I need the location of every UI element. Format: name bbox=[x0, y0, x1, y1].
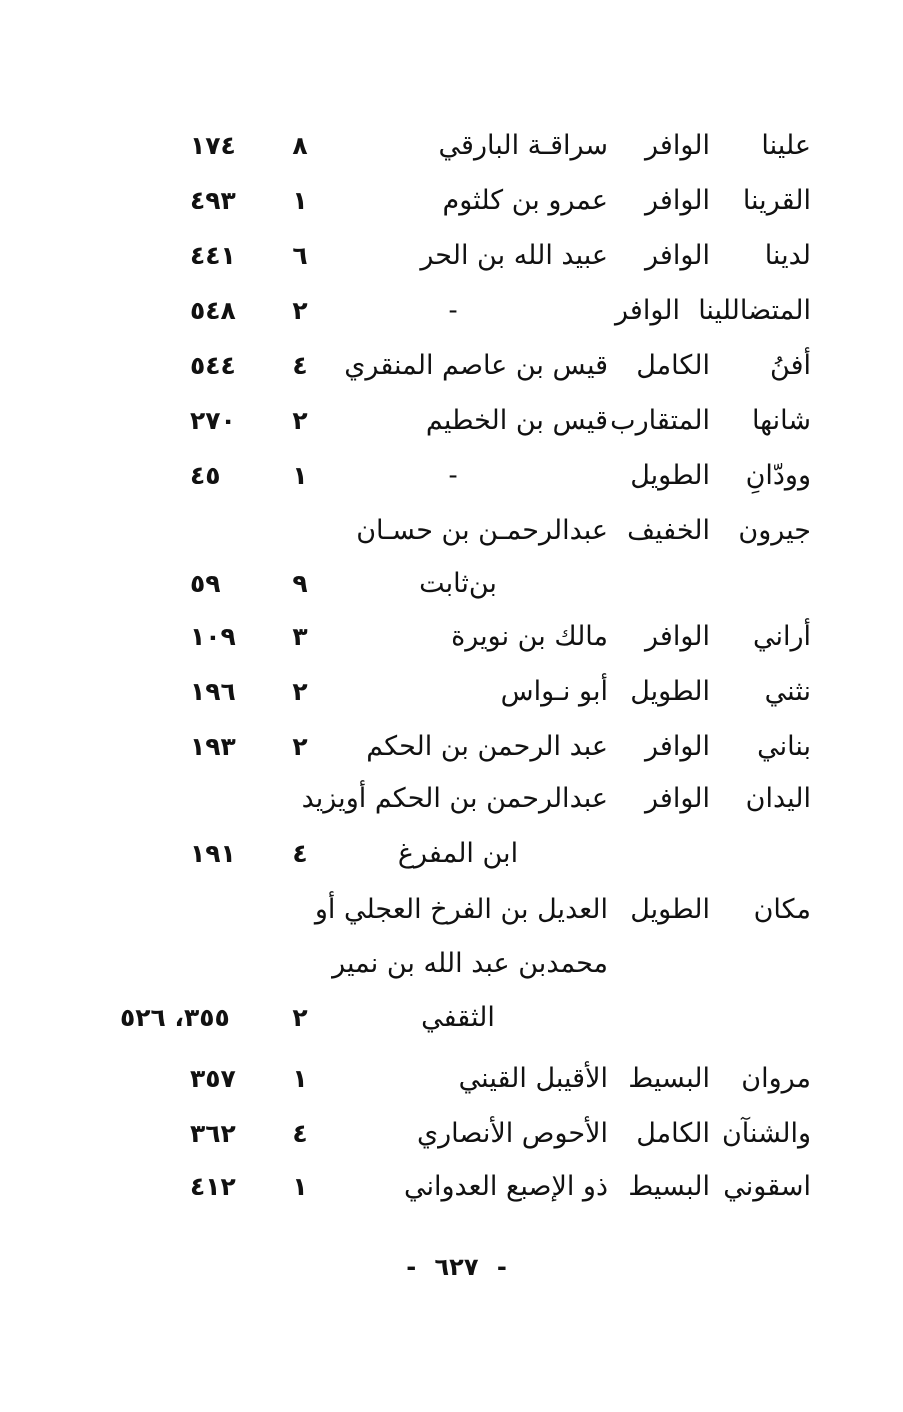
footer-page-number: ٦٢٧ bbox=[434, 1253, 479, 1281]
table-row bbox=[0, 507, 903, 555]
page-reference: ١٩٦ bbox=[190, 677, 236, 706]
rhyme-word: بناني bbox=[757, 731, 811, 762]
rhyme-word: والشنآن bbox=[721, 1118, 811, 1149]
page-reference: ١٧٤ bbox=[190, 131, 236, 160]
meter-name: الوافر bbox=[645, 130, 710, 161]
table-row bbox=[0, 1110, 903, 1158]
table-row bbox=[0, 232, 903, 280]
meter-name: الوافر bbox=[645, 621, 710, 652]
page-reference: ٣٥٧ bbox=[190, 1064, 236, 1093]
meter-name: المتقارب bbox=[610, 405, 710, 436]
poet-name: الأقيبل القيني bbox=[458, 1063, 608, 1094]
verse-count: ٢ bbox=[292, 296, 308, 325]
rhyme-word: اسقوني bbox=[723, 1171, 811, 1202]
poet-name-continuation: ابن المفرغ bbox=[397, 838, 519, 869]
rhyme-word: شانها bbox=[751, 405, 811, 436]
table-row-continuation bbox=[0, 994, 903, 1042]
rhyme-word: اليدان bbox=[745, 783, 811, 814]
verse-count: ١ bbox=[292, 186, 308, 215]
page-reference: ٢٧٠ bbox=[190, 406, 236, 435]
meter-name: الوافر bbox=[645, 731, 710, 762]
table-row bbox=[0, 397, 903, 445]
page-reference: ٤٥ bbox=[190, 461, 221, 490]
verse-count: ١ bbox=[292, 461, 308, 490]
rhyme-word: مروان bbox=[741, 1063, 811, 1094]
poet-name: العديل بن الفرخ العجلي أو bbox=[314, 894, 608, 925]
poet-name: قيس بن عاصم المنقري bbox=[344, 350, 608, 381]
verse-count: ٢ bbox=[292, 732, 308, 761]
page-reference: ٣٦٢ bbox=[190, 1119, 236, 1148]
verse-count: ٩ bbox=[292, 569, 308, 598]
poet-name: عبد الرحمن بن الحكم bbox=[366, 731, 608, 762]
rhyme-word: أفنُ bbox=[770, 350, 811, 381]
verse-count: ٤ bbox=[292, 1119, 308, 1148]
page-reference: ٥٩ bbox=[190, 569, 221, 598]
page-reference: ٤٩٣ bbox=[190, 186, 236, 215]
poet-name: سراقـة البارقي bbox=[438, 130, 608, 161]
verse-count: ٣ bbox=[292, 622, 308, 651]
poet-name: الأحوص الأنصاري bbox=[417, 1118, 608, 1149]
poet-name: - bbox=[448, 295, 458, 326]
page-reference: ٥٤٤ bbox=[190, 351, 236, 380]
rhyme-word: لدينا bbox=[764, 240, 811, 271]
poet-name: قيس بن الخطيم bbox=[425, 405, 608, 436]
table-row-continuation bbox=[0, 830, 903, 878]
rhyme-word: مكان bbox=[753, 894, 811, 925]
meter-name: الكامل bbox=[636, 1118, 710, 1149]
page-reference: ١٩١ bbox=[190, 839, 236, 868]
meter-name: الوافر bbox=[645, 185, 710, 216]
verse-count: ١ bbox=[292, 1172, 308, 1201]
table-row bbox=[0, 452, 903, 500]
poet-name: عبدالرحمن بن الحكم أويزيد bbox=[301, 783, 608, 814]
page-number-footer bbox=[0, 1247, 903, 1287]
table-row-continuation bbox=[0, 560, 903, 608]
table-row bbox=[0, 342, 903, 390]
poet-name-continuation: بن‌ثابت bbox=[419, 568, 497, 599]
table-row bbox=[0, 122, 903, 170]
table-row bbox=[0, 613, 903, 661]
page-reference: ٣٥٥، ٥٢٦ bbox=[120, 1003, 230, 1032]
rhyme-word: علينا bbox=[761, 130, 811, 161]
meter-name: الطويل bbox=[630, 894, 710, 925]
rhyme-word: وودّانِ bbox=[745, 460, 811, 491]
table-row bbox=[0, 775, 903, 823]
rhyme-word: أراني bbox=[752, 621, 811, 652]
meter-name: الخفيف bbox=[627, 515, 710, 546]
meter-name: البسيط bbox=[628, 1063, 710, 1094]
poet-name: مالك بن نويرة bbox=[451, 621, 608, 652]
meter-name: الوافر bbox=[615, 295, 680, 326]
verse-count: ٤ bbox=[292, 839, 308, 868]
poet-name: أبو نـواس bbox=[500, 676, 608, 707]
verse-count: ٦ bbox=[292, 241, 308, 270]
table-row bbox=[0, 287, 903, 335]
poet-name-continuation: الثقفي bbox=[421, 1002, 495, 1033]
table-row bbox=[0, 886, 903, 934]
page-reference: ١٩٣ bbox=[190, 732, 236, 761]
page-reference: ٤٤١ bbox=[190, 241, 236, 270]
poet-name: عمرو بن كلثوم bbox=[442, 185, 608, 216]
meter-name: الكامل bbox=[636, 350, 710, 381]
meter-name: البسيط bbox=[628, 1171, 710, 1202]
verse-count: ٢ bbox=[292, 1003, 308, 1032]
page-reference: ٥٤٨ bbox=[190, 296, 236, 325]
rhyme-word: نثني bbox=[764, 676, 811, 707]
rhyme-word: المتضاللينا bbox=[698, 295, 811, 326]
page-reference: ٤١٢ bbox=[190, 1172, 236, 1201]
meter-name: الطويل bbox=[630, 460, 710, 491]
poet-name: عبدالرحمـن بن حسـان bbox=[356, 515, 608, 546]
meter-name: الوافر bbox=[645, 240, 710, 271]
poet-name-continuation: محمدبن عبد الله بن نمير bbox=[332, 948, 608, 979]
poet-name: ذو الإصبع العدواني bbox=[403, 1171, 608, 1202]
page-reference: ١٠٩ bbox=[190, 622, 236, 651]
table-row bbox=[0, 1055, 903, 1103]
meter-name: الوافر bbox=[645, 783, 710, 814]
meter-name: الطويل bbox=[630, 676, 710, 707]
table-row bbox=[0, 177, 903, 225]
footer-dash-left: - bbox=[406, 1253, 417, 1281]
table-row-continuation bbox=[0, 940, 903, 988]
verse-count: ٤ bbox=[292, 351, 308, 380]
verse-count: ٨ bbox=[292, 131, 308, 160]
poet-name: - bbox=[448, 460, 458, 491]
verse-count: ١ bbox=[292, 1064, 308, 1093]
poet-name: عبيد الله بن الحر bbox=[420, 240, 608, 271]
verse-count: ٢ bbox=[292, 677, 308, 706]
verse-count: ٢ bbox=[292, 406, 308, 435]
table-row bbox=[0, 1163, 903, 1211]
table-row bbox=[0, 723, 903, 771]
rhyme-word: القرينا bbox=[742, 185, 811, 216]
rhyme-word: جيرون bbox=[738, 515, 811, 546]
footer-dash-right: - bbox=[496, 1253, 507, 1281]
table-row bbox=[0, 668, 903, 716]
